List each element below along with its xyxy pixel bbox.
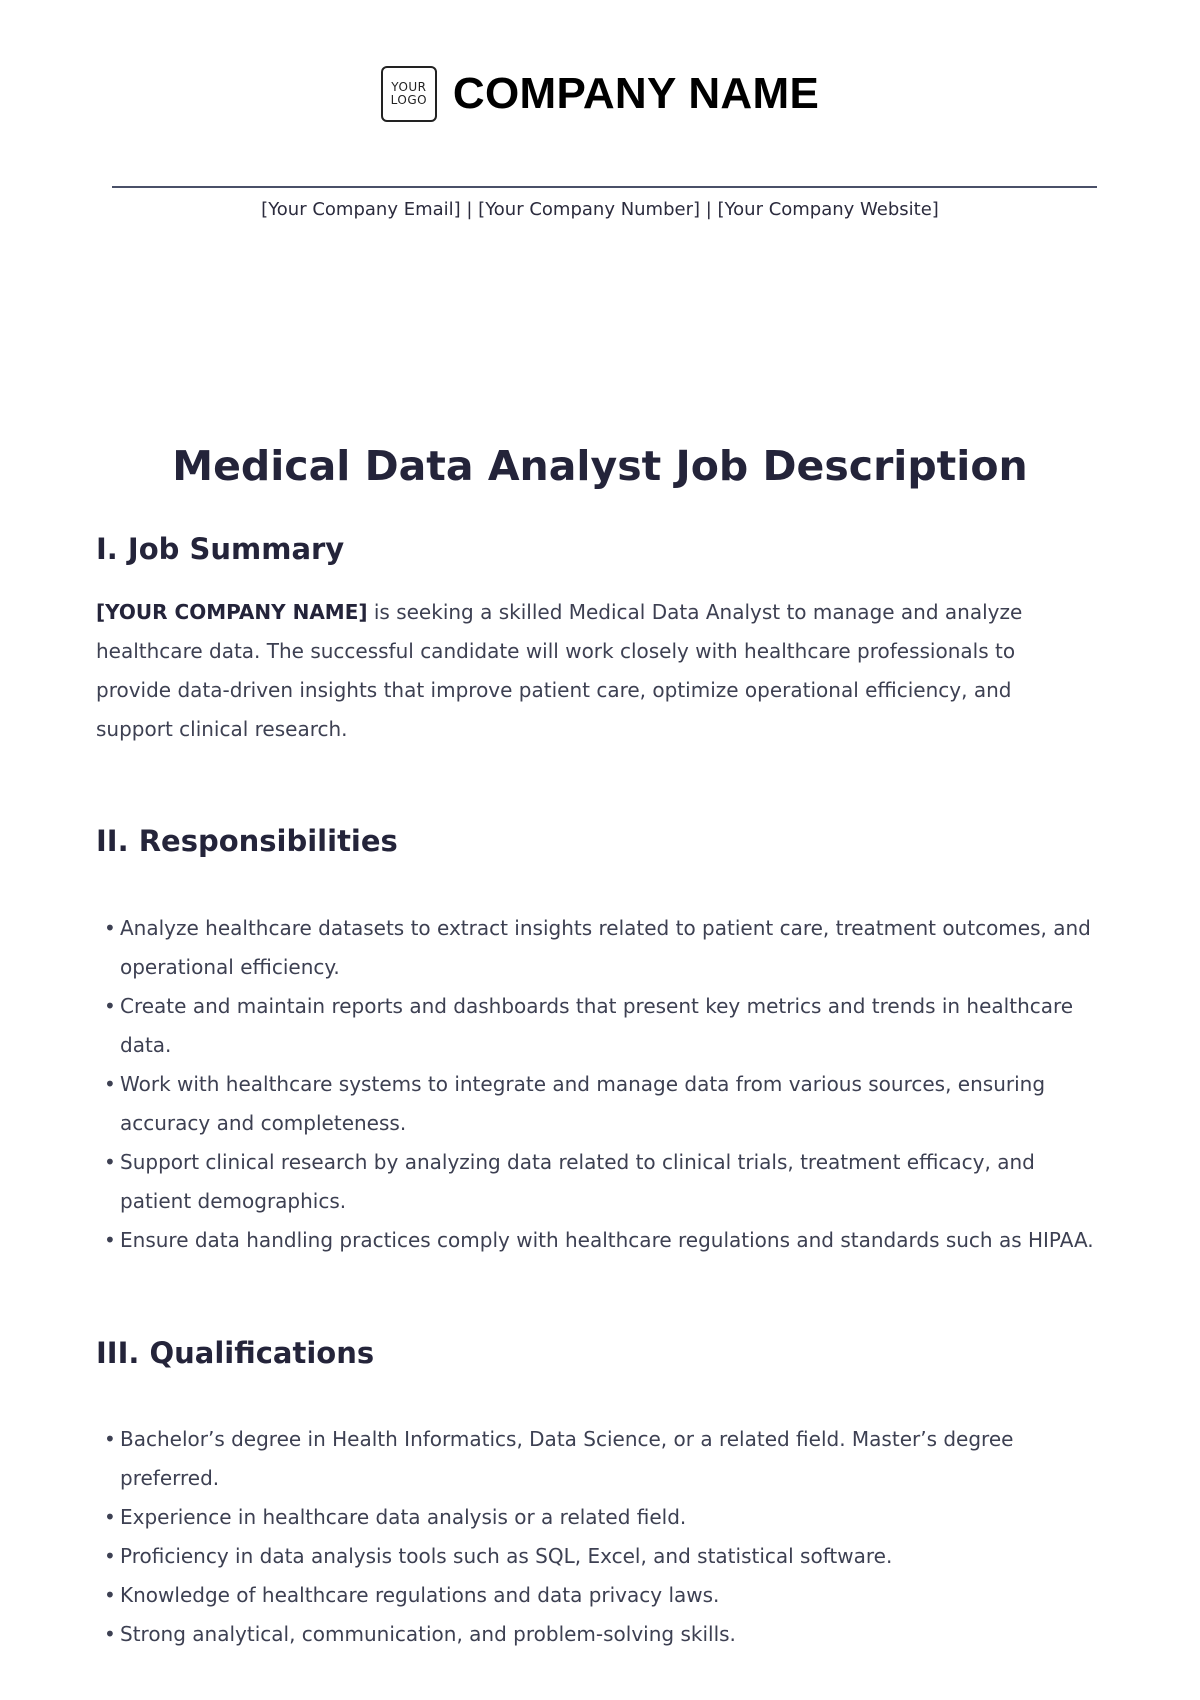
section-heading-responsibilities: II. Responsibilities [96, 824, 398, 858]
qualification-item: • Experience in healthcare data analysis or a related field. [96, 1498, 1096, 1537]
logo-placeholder [381, 66, 437, 122]
responsibility-item: • Create and maintain reports and dashboards that present key metrics and trends in healthcare data. [96, 987, 1096, 1065]
document-header [0, 66, 1200, 122]
responsibility-item: • Support clinical research by analyzing data related to clinical trials, treatment efficacy, and patient demographics. [96, 1143, 1096, 1221]
company-contact-line: [Your Company Email] | [Your Company Number] | [Your Company Website] [261, 199, 939, 220]
responsibilities-list [96, 909, 1096, 1260]
company-name-placeholder: [YOUR COMPANY NAME] [96, 600, 368, 624]
qualification-item: • Knowledge of healthcare regulations and data privacy laws. [96, 1576, 1096, 1615]
document-title: Medical Data Analyst Job Description [172, 442, 1028, 490]
qualifications-list [96, 1420, 1096, 1654]
qualification-item: • Strong analytical, communication, and problem-solving skills. [96, 1615, 1096, 1654]
qualification-item: • Proficiency in data analysis tools such as SQL, Excel, and statistical software. [96, 1537, 1096, 1576]
header-divider [112, 186, 1097, 188]
qualification-item: • Bachelor’s degree in Health Informatics, Data Science, or a related field. Master’s degree preferred. [96, 1420, 1096, 1498]
job-summary-text: is seeking a skilled Medical Data Analyst to manage and analyze healthcare data. The successful candidate will work closely with healthcare professionals to provide data-driven insights that improve patient care, optimize operational efficiency, and support clinical research. [96, 600, 1023, 741]
job-summary-paragraph [96, 593, 1086, 749]
responsibility-item: • Work with healthcare systems to integrate and manage data from various sources, ensuring accuracy and completeness. [96, 1065, 1096, 1143]
logo-text-line2: LOGO [390, 93, 428, 107]
section-heading-qualifications: III. Qualifications [96, 1336, 375, 1370]
company-name: COMPANY NAME [452, 69, 820, 118]
section-heading-job-summary: I. Job Summary [96, 532, 345, 566]
logo-text-line1: YOUR [391, 80, 427, 94]
responsibility-item: • Analyze healthcare datasets to extract insights related to patient care, treatment outcomes, and operational efficiency. [96, 909, 1096, 987]
responsibility-item: • Ensure data handling practices comply with healthcare regulations and standards such as HIPAA. [96, 1221, 1096, 1260]
